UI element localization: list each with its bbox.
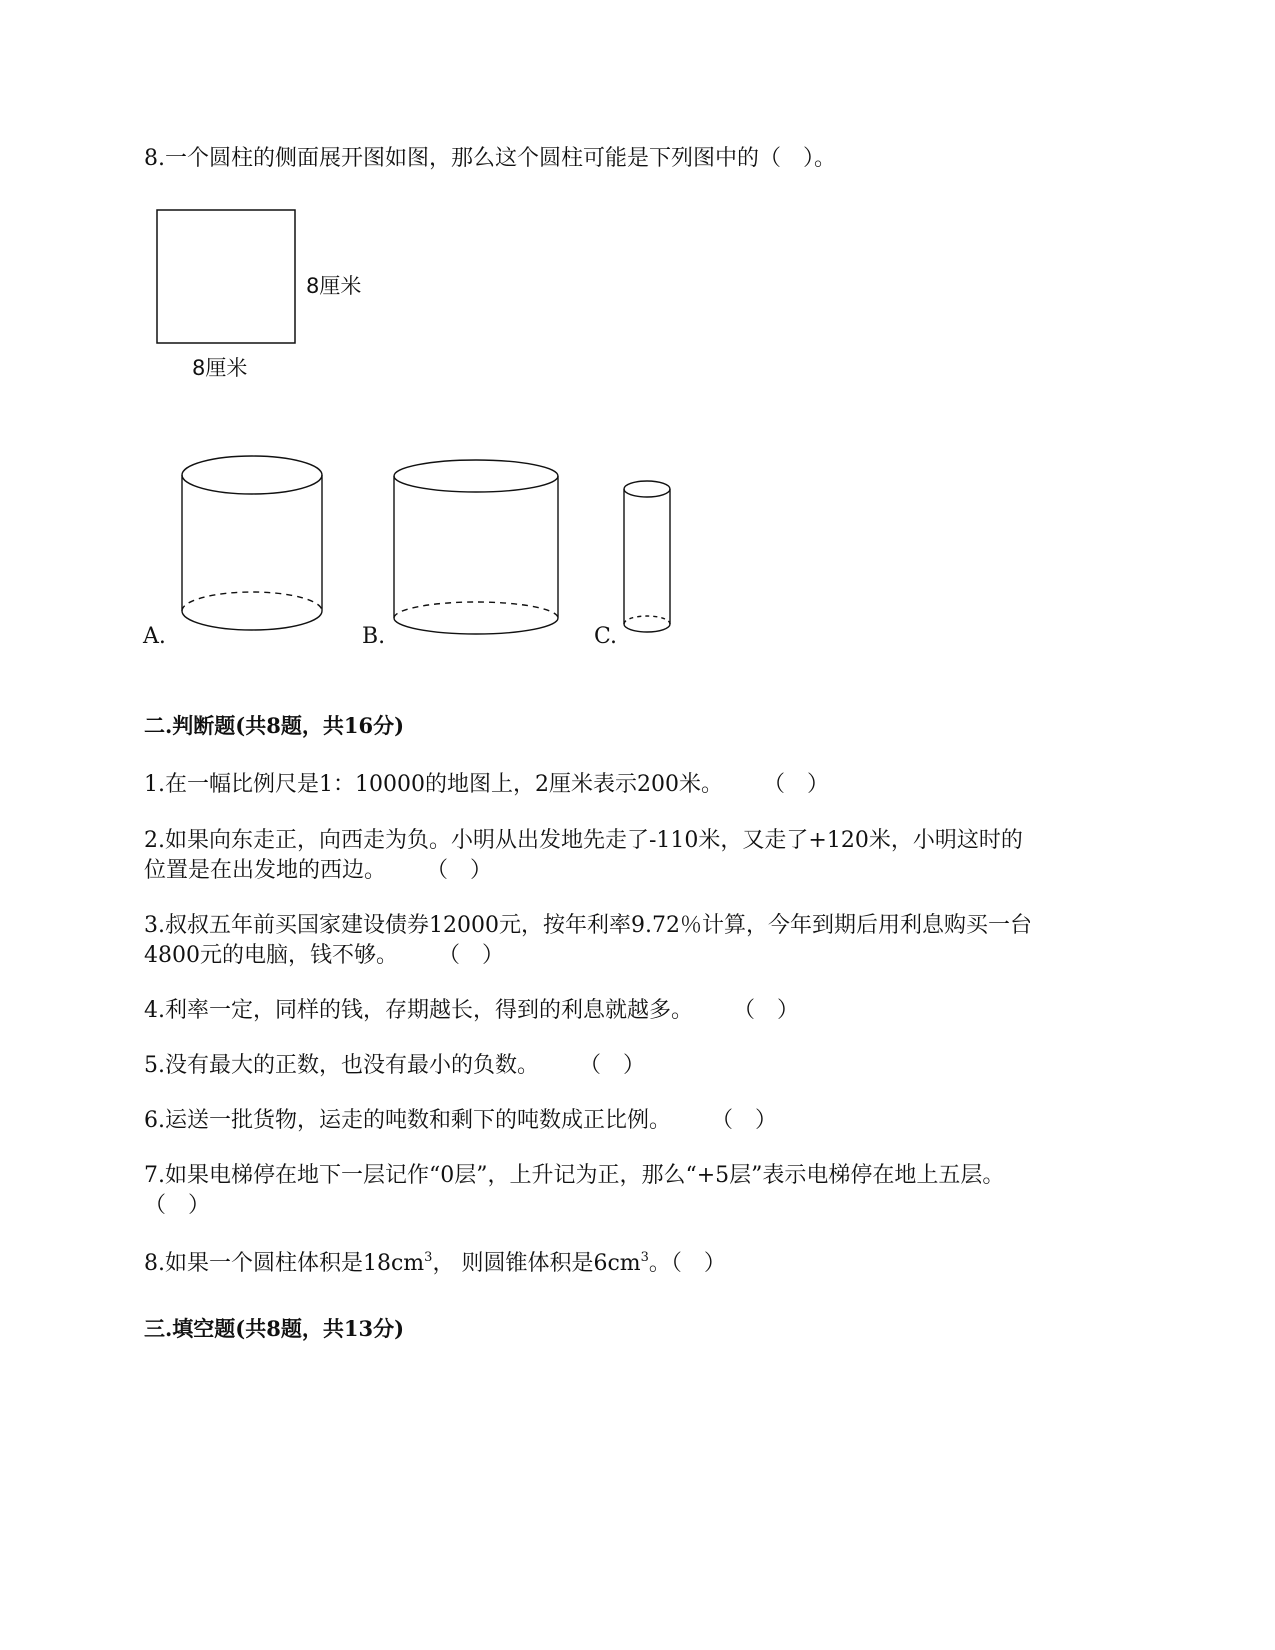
option-b-label: B. xyxy=(362,624,386,649)
option-a-label: A. xyxy=(143,624,166,649)
judge-item-5 xyxy=(144,1051,645,1081)
judge-item-4-paren: （ ） xyxy=(733,998,800,1023)
judge-item-2-text: 位置是在出发地的西边。 xyxy=(144,858,387,883)
judge-item-1 xyxy=(144,770,829,800)
judge-item-8-part1: 8.如果一个圆柱体积是18cm xyxy=(144,1251,425,1276)
judge-item-2-line1: 2.如果向东走正，向西走为负。小明从出发地先走了-110米，又走了+120米，小明这时的 xyxy=(144,828,1023,853)
judge-item-4-text: 4.利率一定，同样的钱，存期越长，得到的利息就越多。 xyxy=(144,998,693,1023)
judge-item-6-paren: （ ） xyxy=(711,1108,778,1133)
judge-item-2-paren: （ ） xyxy=(426,858,493,883)
cylinder-a xyxy=(182,456,322,630)
judge-item-8-part3: 。（ ） xyxy=(648,1251,726,1276)
judge-item-4 xyxy=(144,996,799,1026)
judge-item-5-text: 5.没有最大的正数，也没有最小的负数。 xyxy=(144,1053,539,1078)
option-c-label: C. xyxy=(594,624,618,649)
judge-item-6 xyxy=(144,1106,777,1136)
section-3-heading: 三.填空题(共8题，共13分) xyxy=(144,1316,405,1341)
judge-item-3-line1: 3.叔叔五年前买国家建设债券12000元，按年利率9.72％计算，今年到期后用利息购买一台 xyxy=(144,913,1032,938)
judge-item-8-sup2: 3 xyxy=(640,1250,649,1265)
judge-item-5-paren: （ ） xyxy=(579,1053,646,1078)
cylinder-c xyxy=(624,481,670,632)
judge-item-3-text: 4800元的电脑，钱不够。 xyxy=(144,943,398,968)
judge-item-6-text: 6.运送一批货物，运走的吨数和剩下的吨数成正比例。 xyxy=(144,1108,671,1133)
judge-item-1-text: 1.在一幅比例尺是1：10000的地图上，2厘米表示200米。 xyxy=(144,772,723,797)
cylinder-b xyxy=(394,460,558,634)
judge-item-1-paren: （ ） xyxy=(762,772,829,797)
judge-item-7-paren: （ ） xyxy=(144,1193,211,1218)
square-bottom-label: 8厘米 xyxy=(192,356,248,380)
judge-item-8 xyxy=(144,1249,726,1279)
judge-item-8-sup1: 3 xyxy=(424,1250,433,1265)
cylinder-diagram xyxy=(0,0,1275,700)
judge-item-2-line2 xyxy=(144,856,492,886)
judge-item-3-line2 xyxy=(144,941,504,971)
question-8-text: 8.一个圆柱的侧面展开图如图，那么这个圆柱可能是下列图中的（ ）。 xyxy=(144,146,836,171)
square-side-label: 8厘米 xyxy=(306,274,362,298)
section-2-heading: 二.判断题(共8题，共16分) xyxy=(144,713,405,738)
judge-item-3-paren: （ ） xyxy=(438,943,505,968)
judge-item-8-part2: ， 则圆锥体积是6cm xyxy=(432,1251,641,1276)
judge-item-7-line1: 7.如果电梯停在地下一层记作“0层”，上升记为正，那么“+5层”表示电梯停在地上五层。 xyxy=(144,1163,1005,1188)
square-net xyxy=(157,210,295,343)
